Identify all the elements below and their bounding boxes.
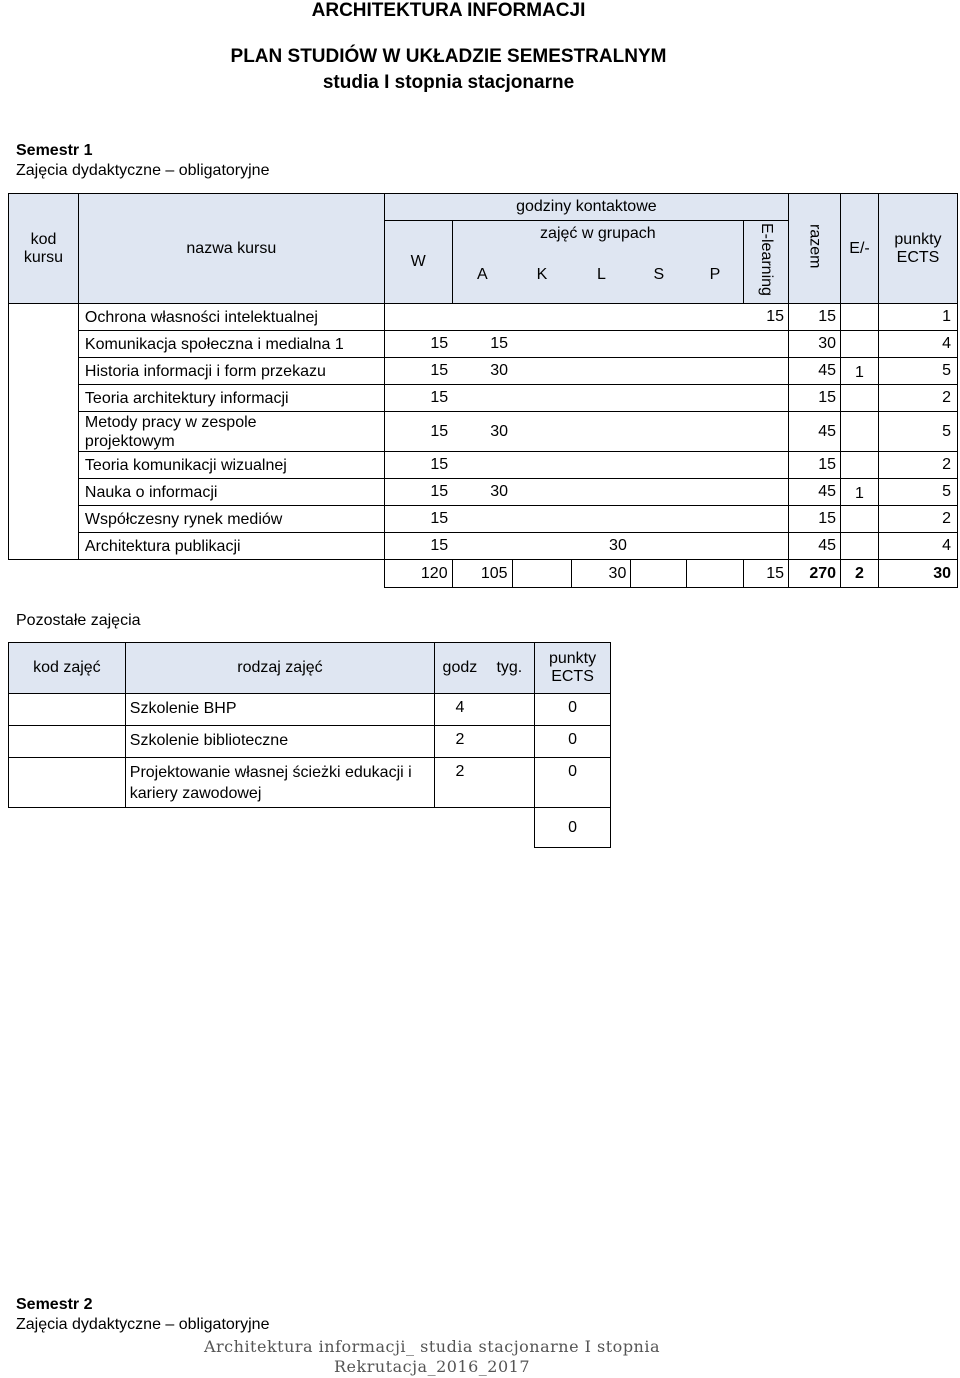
course-s xyxy=(631,452,687,479)
course-w: 15 xyxy=(384,533,452,560)
course-kod xyxy=(9,412,79,452)
course-a xyxy=(452,304,512,331)
semester-2-subheading: Zajęcia dydaktyczne – obligatoryjne xyxy=(16,1316,270,1333)
course-s xyxy=(631,412,687,452)
total-p xyxy=(687,560,744,588)
other-kod xyxy=(9,758,126,808)
course-el xyxy=(744,358,789,385)
course-a xyxy=(452,385,512,412)
course-razem: 15 xyxy=(789,385,841,412)
course-a: 30 xyxy=(452,479,512,506)
other-kod xyxy=(9,694,126,726)
course-a xyxy=(452,533,512,560)
course-el xyxy=(744,506,789,533)
semester-1-course-table xyxy=(8,193,958,588)
course-razem: 45 xyxy=(789,358,841,385)
course-razem: 15 xyxy=(789,506,841,533)
course-l xyxy=(572,452,631,479)
course-l xyxy=(572,331,631,358)
course-name: Architektura publikacji xyxy=(78,533,384,560)
other-classes-heading: Pozostałe zajęcia xyxy=(16,612,141,629)
other-classes-table xyxy=(8,642,611,848)
course-row xyxy=(9,304,958,331)
other-header-rodzaj: rodzaj zajęć xyxy=(125,643,434,694)
course-k xyxy=(512,385,572,412)
course-kod xyxy=(9,304,79,331)
course-ects: 2 xyxy=(878,385,957,412)
other-header-tyg: tyg. xyxy=(485,643,535,694)
course-a: 15 xyxy=(452,331,512,358)
course-ects: 1 xyxy=(878,304,957,331)
course-k xyxy=(512,412,572,452)
other-rodzaj: Szkolenie BHP xyxy=(125,694,434,726)
course-name: Metody pracy w zespole projektowym xyxy=(78,412,384,452)
study-mode-title: studia I stopnia stacjonarne xyxy=(322,72,575,93)
header-e-learning: E-learning xyxy=(744,221,789,304)
header-razem: razem xyxy=(789,194,841,304)
course-kod xyxy=(9,506,79,533)
course-kod xyxy=(9,452,79,479)
course-l xyxy=(572,506,631,533)
course-k xyxy=(512,331,572,358)
course-row xyxy=(9,506,958,533)
semester-1-subheading: Zajęcia dydaktyczne – obligatoryjne xyxy=(16,162,270,179)
course-l xyxy=(572,412,631,452)
course-el xyxy=(744,533,789,560)
course-row xyxy=(9,385,958,412)
course-razem: 45 xyxy=(789,533,841,560)
course-e xyxy=(841,533,879,560)
course-name: Nauka o informacji xyxy=(78,479,384,506)
course-row xyxy=(9,533,958,560)
course-e xyxy=(841,506,879,533)
header-w: W xyxy=(384,221,452,304)
course-p xyxy=(687,452,744,479)
course-w: 15 xyxy=(384,358,452,385)
course-razem: 15 xyxy=(789,452,841,479)
other-godz: 4 xyxy=(435,694,485,726)
course-el xyxy=(744,452,789,479)
other-header-kod: kod zajęć xyxy=(9,643,126,694)
course-k xyxy=(512,506,572,533)
course-l xyxy=(572,358,631,385)
semester-2-heading: Semestr 2 xyxy=(16,1296,93,1313)
footer-line-2: Rekrutacja_2016_2017 xyxy=(333,1357,531,1376)
other-header-godz: godz xyxy=(435,643,485,694)
course-a: 30 xyxy=(452,358,512,385)
course-name: Komunikacja społeczna i medialna 1 xyxy=(78,331,384,358)
course-name: Historia informacji i form przekazu xyxy=(78,358,384,385)
course-kod xyxy=(9,385,79,412)
course-ects: 2 xyxy=(878,506,957,533)
course-el xyxy=(744,479,789,506)
course-p xyxy=(687,385,744,412)
course-kod xyxy=(9,331,79,358)
course-p xyxy=(687,533,744,560)
other-rodzaj: Projektowanie własnej ścieżki edukacji i kariery zawodowej xyxy=(125,758,434,808)
course-row xyxy=(9,331,958,358)
course-ects: 5 xyxy=(878,479,957,506)
course-ects: 5 xyxy=(878,358,957,385)
course-e: 1 xyxy=(841,358,879,385)
header-s: S xyxy=(631,248,687,304)
header-a: A xyxy=(452,248,512,304)
course-razem: 45 xyxy=(789,479,841,506)
course-kod xyxy=(9,533,79,560)
course-p xyxy=(687,304,744,331)
course-l xyxy=(572,479,631,506)
course-s xyxy=(631,385,687,412)
other-header-ects: punkty ECTS xyxy=(535,643,611,694)
other-ects: 0 xyxy=(535,694,611,726)
course-e xyxy=(841,385,879,412)
other-rodzaj: Szkolenie biblioteczne xyxy=(125,726,434,758)
total-a: 105 xyxy=(452,560,512,588)
total-razem: 270 xyxy=(789,560,841,588)
plan-title: PLAN STUDIÓW W UKŁADZIE SEMESTRALNYM xyxy=(230,46,667,67)
course-name: Teoria komunikacji wizualnej xyxy=(78,452,384,479)
course-p xyxy=(687,412,744,452)
header-egzamin: E/- xyxy=(841,194,879,304)
other-ects: 0 xyxy=(535,758,611,808)
other-total-ects: 0 xyxy=(535,808,611,848)
course-razem: 30 xyxy=(789,331,841,358)
total-s xyxy=(631,560,687,588)
course-s xyxy=(631,533,687,560)
course-name: Teoria architektury informacji xyxy=(78,385,384,412)
course-row xyxy=(9,412,958,452)
course-p xyxy=(687,331,744,358)
other-kod xyxy=(9,726,126,758)
course-el xyxy=(744,385,789,412)
course-a xyxy=(452,506,512,533)
course-k xyxy=(512,452,572,479)
total-k xyxy=(512,560,572,588)
total-ects: 30 xyxy=(878,560,957,588)
course-w: 15 xyxy=(384,385,452,412)
course-kod xyxy=(9,358,79,385)
course-l: 30 xyxy=(572,533,631,560)
header-godziny-kontaktowe: godziny kontaktowe xyxy=(384,194,788,221)
totals-row xyxy=(9,560,958,588)
course-s xyxy=(631,304,687,331)
course-w: 15 xyxy=(384,412,452,452)
course-row xyxy=(9,479,958,506)
course-p xyxy=(687,479,744,506)
course-kod xyxy=(9,479,79,506)
course-k xyxy=(512,479,572,506)
course-ects: 5 xyxy=(878,412,957,452)
course-s xyxy=(631,331,687,358)
total-egzamin: 2 xyxy=(841,560,879,588)
course-razem: 45 xyxy=(789,412,841,452)
course-s xyxy=(631,358,687,385)
course-ects: 2 xyxy=(878,452,957,479)
course-el xyxy=(744,331,789,358)
header-nazwa-kursu: nazwa kursu xyxy=(78,194,384,304)
other-class-row xyxy=(9,694,611,726)
page-title: ARCHITEKTURA INFORMACJI xyxy=(311,0,586,21)
other-tyg xyxy=(485,758,535,808)
course-l xyxy=(572,385,631,412)
course-w: 15 xyxy=(384,479,452,506)
other-totals-row xyxy=(9,808,611,848)
course-name: Współczesny rynek mediów xyxy=(78,506,384,533)
course-e xyxy=(841,331,879,358)
other-tyg xyxy=(485,694,535,726)
course-a xyxy=(452,452,512,479)
course-e: 1 xyxy=(841,479,879,506)
course-p xyxy=(687,506,744,533)
course-w: 15 xyxy=(384,331,452,358)
course-a: 30 xyxy=(452,412,512,452)
course-e xyxy=(841,304,879,331)
header-k: K xyxy=(512,248,572,304)
course-e xyxy=(841,412,879,452)
course-k xyxy=(512,358,572,385)
course-e xyxy=(841,452,879,479)
header-punkty-ects: punkty ECTS xyxy=(878,194,957,304)
course-k xyxy=(512,304,572,331)
other-class-row xyxy=(9,726,611,758)
other-tyg xyxy=(485,726,535,758)
other-godz: 2 xyxy=(435,726,485,758)
course-row xyxy=(9,452,958,479)
course-w: 15 xyxy=(384,506,452,533)
other-ects: 0 xyxy=(535,726,611,758)
course-row xyxy=(9,358,958,385)
course-ects: 4 xyxy=(878,533,957,560)
other-class-row xyxy=(9,758,611,808)
course-ects: 4 xyxy=(878,331,957,358)
course-s xyxy=(631,479,687,506)
course-k xyxy=(512,533,572,560)
header-l: L xyxy=(572,248,631,304)
total-w: 120 xyxy=(384,560,452,588)
course-w: 15 xyxy=(384,452,452,479)
other-godz: 2 xyxy=(435,758,485,808)
header-p: P xyxy=(687,248,744,304)
course-l xyxy=(572,304,631,331)
course-el: 15 xyxy=(744,304,789,331)
footer-line-1: Architektura informacji_ studia stacjonarne I stopnia xyxy=(203,1337,661,1356)
header-zajec-w-grupach: zajęć w grupach xyxy=(452,221,744,248)
course-s xyxy=(631,506,687,533)
course-el xyxy=(744,412,789,452)
course-p xyxy=(687,358,744,385)
header-kod-kursu: kod kursu xyxy=(9,194,79,304)
total-e-learning: 15 xyxy=(744,560,789,588)
course-razem: 15 xyxy=(789,304,841,331)
course-w xyxy=(384,304,452,331)
semester-1-heading: Semestr 1 xyxy=(16,142,93,159)
course-name: Ochrona własności intelektualnej xyxy=(78,304,384,331)
total-l: 30 xyxy=(572,560,631,588)
